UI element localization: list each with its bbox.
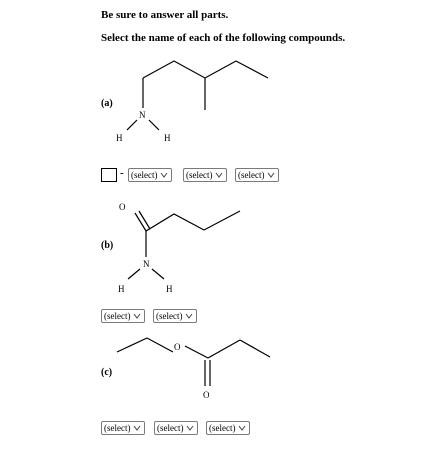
chevron-down-icon <box>215 171 223 179</box>
atom-n-a: N <box>139 110 146 120</box>
atom-h-left-a: H <box>116 133 123 143</box>
atom-h-right-b: H <box>166 284 173 294</box>
chevron-down-icon <box>133 424 141 432</box>
chevron-down-icon <box>238 424 246 432</box>
separator-dash-a: - <box>120 167 124 179</box>
atom-o-b: O <box>119 202 126 212</box>
part-b-label: (b) <box>101 240 114 251</box>
chevron-down-icon <box>185 312 193 320</box>
select-c-3[interactable] <box>206 421 250 435</box>
select-a-3-value: (select) <box>238 170 265 180</box>
part-c-label: (c) <box>101 367 113 378</box>
atom-o-ring-c: O <box>174 342 181 352</box>
select-a-2[interactable] <box>183 168 227 182</box>
chevron-down-icon <box>267 171 275 179</box>
select-a-1[interactable] <box>128 168 172 182</box>
select-b-1[interactable] <box>101 309 145 323</box>
chevron-down-icon <box>160 171 168 179</box>
select-b-1-value: (select) <box>104 311 131 321</box>
select-a-1-value: (select) <box>131 170 158 180</box>
select-c-3-value: (select) <box>209 423 236 433</box>
select-c-1-value: (select) <box>104 423 131 433</box>
part-a-label: (a) <box>101 98 113 109</box>
answer-box-a[interactable] <box>101 168 117 182</box>
atom-h-right-a: H <box>164 133 171 143</box>
atom-h-left-b: H <box>118 284 125 294</box>
select-b-2[interactable] <box>153 309 197 323</box>
chevron-down-icon <box>186 424 194 432</box>
select-c-2[interactable] <box>154 421 198 435</box>
select-c-2-value: (select) <box>157 423 184 433</box>
chevron-down-icon <box>133 312 141 320</box>
select-a-2-value: (select) <box>186 170 213 180</box>
select-b-2-value: (select) <box>156 311 183 321</box>
instruction-select-name: Select the name of each of the following compounds. <box>101 32 346 44</box>
atom-n-b: N <box>143 259 150 269</box>
atom-o-carbonyl-c: O <box>203 390 210 400</box>
select-c-1[interactable] <box>101 421 145 435</box>
select-a-3[interactable] <box>235 168 279 182</box>
instruction-answer-all: Be sure to answer all parts. <box>101 9 229 21</box>
